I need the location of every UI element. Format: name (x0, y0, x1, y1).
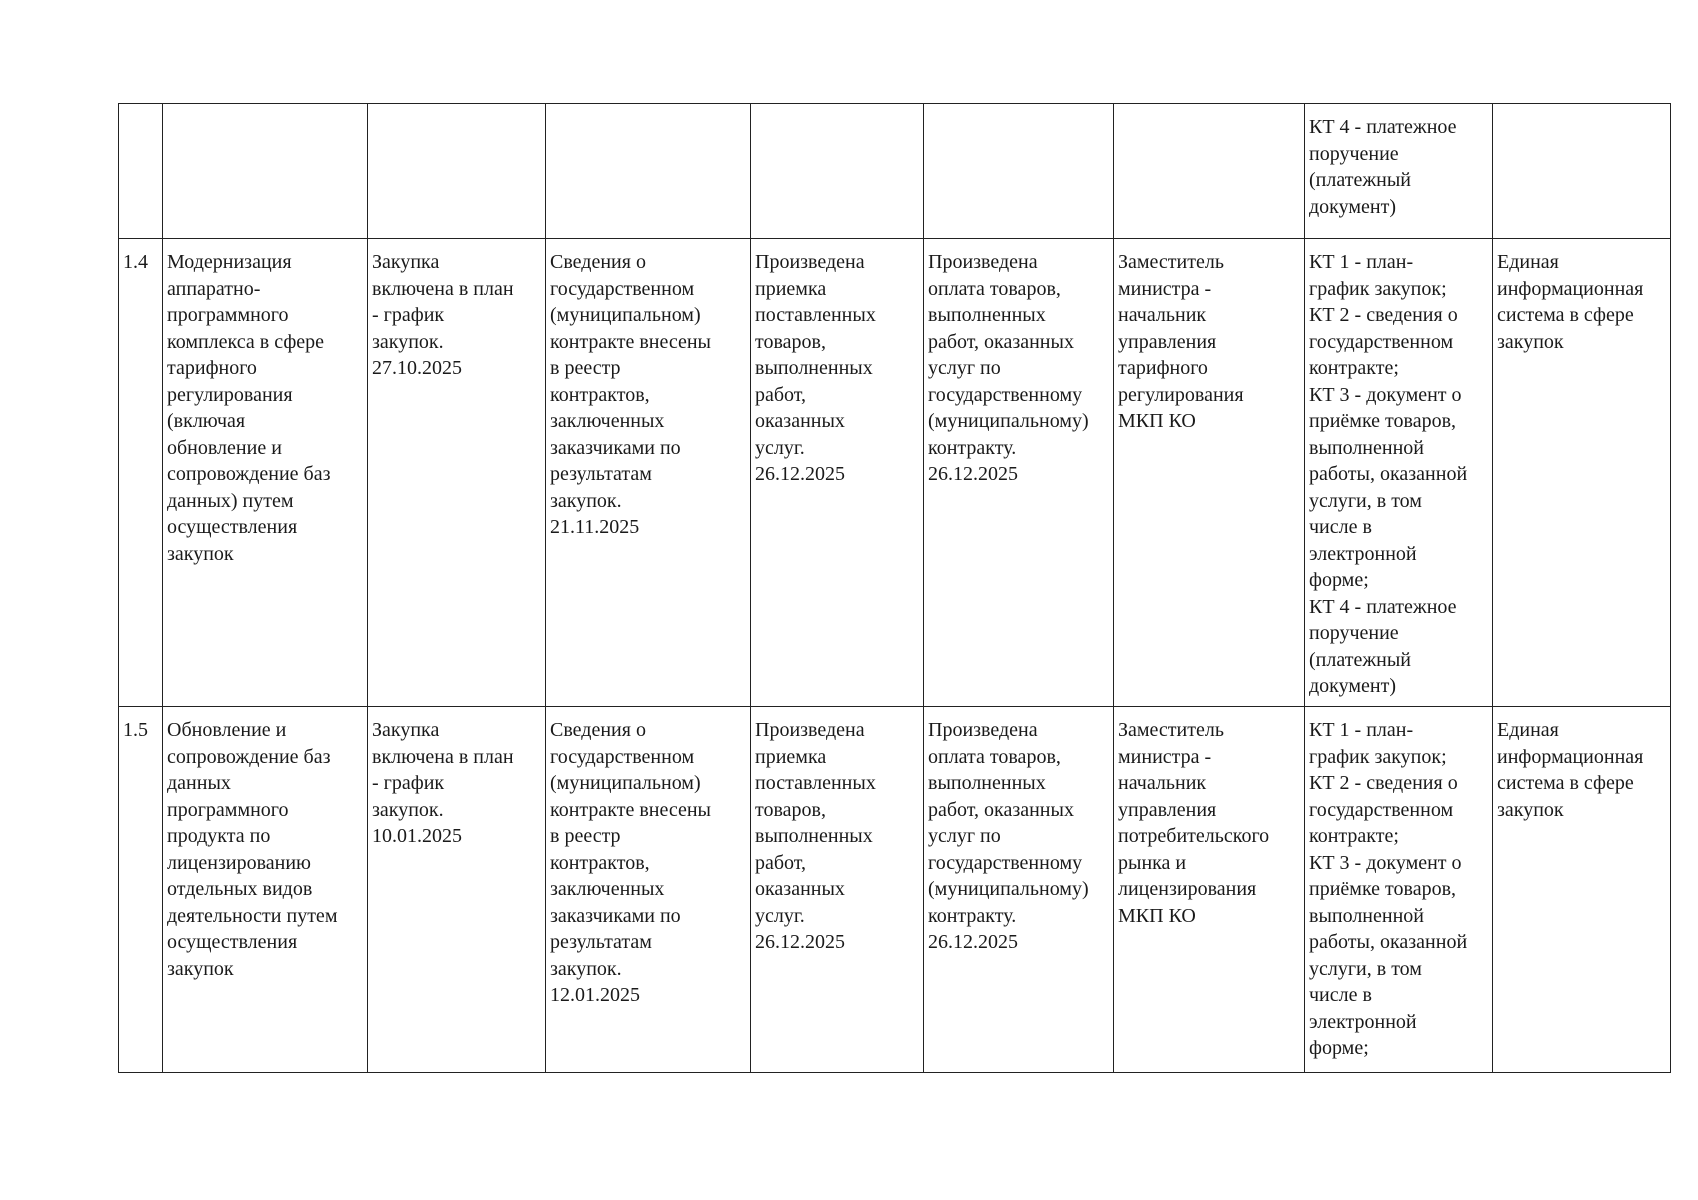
control-points-cell: КТ 1 - план- график закупок; КТ 2 - сведения о государственном контракте; КТ 3 - документ о приёмке товаров, выполненной работы, оказанной услуги, в том числе в электронной форме; КТ 4 - платежное поручение (платежный документ) (1305, 239, 1493, 707)
plan-schedule-cell (368, 104, 546, 239)
event-name-cell: Обновление и сопровождение баз данных программного продукта по лицензированию отдельных видов деятельности путем осуществления закупок (163, 707, 368, 1073)
contract-registry-cell: Сведения о государственном (муниципальном) контракте внесены в реестр контрактов, заключенных заказчиками по результатам закупок. 12.01.2025 (546, 707, 751, 1073)
plan-schedule-cell: Закупка включена в план - график закупок. 27.10.2025 (368, 239, 546, 707)
control-points-cell: КТ 4 - платежное поручение (платежный документ) (1305, 104, 1493, 239)
row-number-cell (119, 104, 163, 239)
table-row (119, 239, 1671, 707)
information-system-cell (1493, 104, 1671, 239)
table-row (119, 707, 1671, 1073)
event-name-cell (163, 104, 368, 239)
payment-cell: Произведена оплата товаров, выполненных работ, оказанных услуг по государственному (муниципальному) контракту. 26.12.2025 (924, 707, 1114, 1073)
table-row (119, 104, 1671, 239)
payment-cell: Произведена оплата товаров, выполненных работ, оказанных услуг по государственному (муниципальному) контракту. 26.12.2025 (924, 239, 1114, 707)
control-points-cell: КТ 1 - план- график закупок; КТ 2 - сведения о государственном контракте; КТ 3 - документ о приёмке товаров, выполненной работы, оказанной услуги, в том числе в электронной форме; (1305, 707, 1493, 1073)
responsible-cell: Заместитель министра - начальник управления потребительского рынка и лицензирования МКП КО (1114, 707, 1305, 1073)
plan-schedule-cell: Закупка включена в план - график закупок. 10.01.2025 (368, 707, 546, 1073)
payment-cell (924, 104, 1114, 239)
acceptance-cell: Произведена приемка поставленных товаров, выполненных работ, оказанных услуг. 26.12.2025 (751, 239, 924, 707)
plan-table (118, 103, 1671, 1073)
information-system-cell: Единая информационная система в сфере закупок (1493, 239, 1671, 707)
contract-registry-cell (546, 104, 751, 239)
row-number-cell: 1.4 (119, 239, 163, 707)
acceptance-cell (751, 104, 924, 239)
responsible-cell (1114, 104, 1305, 239)
information-system-cell: Единая информационная система в сфере закупок (1493, 707, 1671, 1073)
contract-registry-cell: Сведения о государственном (муниципальном) контракте внесены в реестр контрактов, заключенных заказчиками по результатам закупок. 21.11.2025 (546, 239, 751, 707)
row-number-cell: 1.5 (119, 707, 163, 1073)
event-name-cell: Модернизация аппаратно- программного комплекса в сфере тарифного регулирования (включая обновление и сопровождение баз данных) путем осуществления закупок (163, 239, 368, 707)
acceptance-cell: Произведена приемка поставленных товаров, выполненных работ, оказанных услуг. 26.12.2025 (751, 707, 924, 1073)
responsible-cell: Заместитель министра - начальник управления тарифного регулирования МКП КО (1114, 239, 1305, 707)
